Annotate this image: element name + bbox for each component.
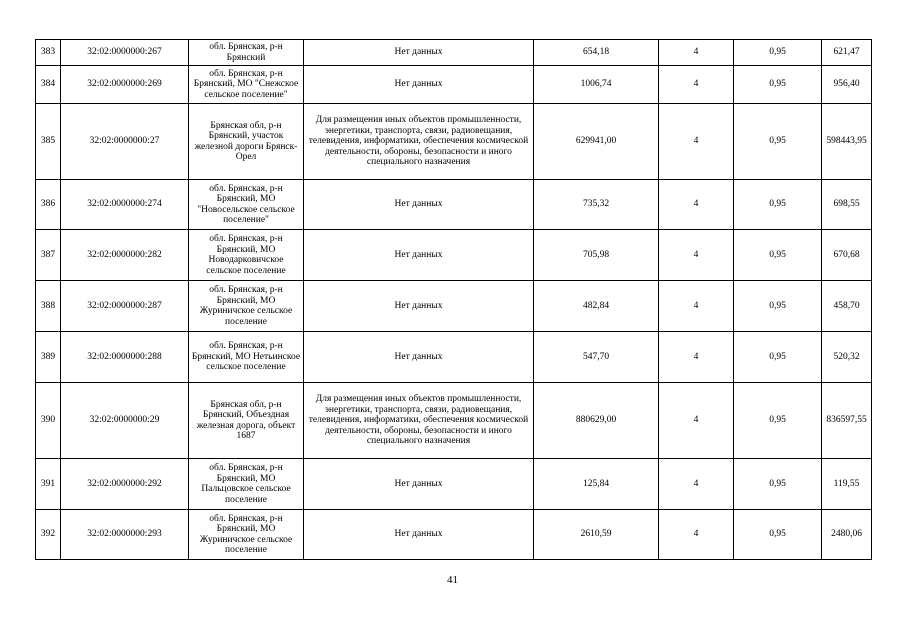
factor-cell: 0,95 <box>734 281 822 332</box>
cadastral-number-cell: 32:02:0000000:293 <box>61 510 189 560</box>
value-cell: 654,18 <box>534 40 659 66</box>
value-cell: 547,70 <box>534 332 659 383</box>
address-cell: обл. Брянская, р-н Брянский, МО Новодарковичское сельское поселение <box>189 230 304 281</box>
table-row <box>36 510 872 560</box>
value-cell: 629941,00 <box>534 104 659 180</box>
purpose-cell: Нет данных <box>304 281 534 332</box>
cadastral-number-cell: 32:02:0000000:288 <box>61 332 189 383</box>
table-row <box>36 66 872 104</box>
table-body <box>36 40 872 560</box>
address-cell: обл. Брянская, р-н Брянский, МО Журиничское сельское поселение <box>189 281 304 332</box>
row-number-cell: 387 <box>36 230 61 281</box>
address-cell: обл. Брянская, р-н Брянский, МО Пальцовское сельское поселение <box>189 459 304 510</box>
factor-cell: 0,95 <box>734 510 822 560</box>
factor-cell: 0,95 <box>734 383 822 459</box>
factor-cell: 0,95 <box>734 104 822 180</box>
purpose-cell: Нет данных <box>304 332 534 383</box>
purpose-cell: Для размещения иных объектов промышленности, энергетики, транспорта, связи, радиовещания, телевидения, информатики, обеспечения космической деятельности, обороны, безопасности и иного специального назначения <box>304 104 534 180</box>
row-number-cell: 388 <box>36 281 61 332</box>
value-cell: 482,84 <box>534 281 659 332</box>
row-number-cell: 391 <box>36 459 61 510</box>
purpose-cell: Нет данных <box>304 459 534 510</box>
purpose-cell: Для размещения иных объектов промышленности, энергетики, транспорта, связи, радиовещания, телевидения, информатики, обеспечения космической деятельности, обороны, безопасности и иного специального назначения <box>304 383 534 459</box>
result-cell: 598443,95 <box>822 104 872 180</box>
purpose-cell: Нет данных <box>304 66 534 104</box>
table-row <box>36 459 872 510</box>
purpose-cell: Нет данных <box>304 180 534 230</box>
coefficient-cell: 4 <box>659 40 734 66</box>
cadastral-number-cell: 32:02:0000000:29 <box>61 383 189 459</box>
result-cell: 119,55 <box>822 459 872 510</box>
row-number-cell: 383 <box>36 40 61 66</box>
result-cell: 458,70 <box>822 281 872 332</box>
result-cell: 836597,55 <box>822 383 872 459</box>
row-number-cell: 392 <box>36 510 61 560</box>
table-row <box>36 40 872 66</box>
table-row <box>36 104 872 180</box>
coefficient-cell: 4 <box>659 281 734 332</box>
coefficient-cell: 4 <box>659 383 734 459</box>
row-number-cell: 390 <box>36 383 61 459</box>
coefficient-cell: 4 <box>659 104 734 180</box>
page-number: 41 <box>447 574 458 586</box>
cadastral-number-cell: 32:02:0000000:282 <box>61 230 189 281</box>
factor-cell: 0,95 <box>734 180 822 230</box>
result-cell: 621,47 <box>822 40 872 66</box>
value-cell: 125,84 <box>534 459 659 510</box>
coefficient-cell: 4 <box>659 332 734 383</box>
cadastral-number-cell: 32:02:0000000:27 <box>61 104 189 180</box>
address-cell: Брянская обл, р-н Брянский, Объездная железная дорога, объект 1687 <box>189 383 304 459</box>
coefficient-cell: 4 <box>659 459 734 510</box>
address-cell: обл. Брянская, р-н Брянский, МО "Новосельское сельское поселение" <box>189 180 304 230</box>
result-cell: 698,55 <box>822 180 872 230</box>
purpose-cell: Нет данных <box>304 40 534 66</box>
row-number-cell: 384 <box>36 66 61 104</box>
purpose-cell: Нет данных <box>304 230 534 281</box>
cadastral-number-cell: 32:02:0000000:267 <box>61 40 189 66</box>
coefficient-cell: 4 <box>659 180 734 230</box>
table-row <box>36 180 872 230</box>
value-cell: 2610,59 <box>534 510 659 560</box>
result-cell: 2480,06 <box>822 510 872 560</box>
coefficient-cell: 4 <box>659 66 734 104</box>
value-cell: 705,98 <box>534 230 659 281</box>
value-cell: 880629,00 <box>534 383 659 459</box>
factor-cell: 0,95 <box>734 230 822 281</box>
address-cell: обл. Брянская, р-н Брянский, МО "Снежское сельское поселение" <box>189 66 304 104</box>
address-cell: обл. Брянская, р-н Брянский <box>189 40 304 66</box>
address-cell: обл. Брянская, р-н Брянский, МО Журиничское сельское поселение <box>189 510 304 560</box>
value-cell: 1006,74 <box>534 66 659 104</box>
purpose-cell: Нет данных <box>304 510 534 560</box>
cadastral-number-cell: 32:02:0000000:274 <box>61 180 189 230</box>
result-cell: 520,32 <box>822 332 872 383</box>
cadastral-number-cell: 32:02:0000000:292 <box>61 459 189 510</box>
factor-cell: 0,95 <box>734 40 822 66</box>
table-row <box>36 230 872 281</box>
row-number-cell: 386 <box>36 180 61 230</box>
cadastral-number-cell: 32:02:0000000:287 <box>61 281 189 332</box>
cadastral-number-cell: 32:02:0000000:269 <box>61 66 189 104</box>
result-cell: 670,68 <box>822 230 872 281</box>
table-row <box>36 332 872 383</box>
address-cell: Брянская обл, р-н Брянский, участок железной дороги Брянск-Орел <box>189 104 304 180</box>
factor-cell: 0,95 <box>734 459 822 510</box>
coefficient-cell: 4 <box>659 510 734 560</box>
value-cell: 735,32 <box>534 180 659 230</box>
row-number-cell: 389 <box>36 332 61 383</box>
factor-cell: 0,95 <box>734 332 822 383</box>
address-cell: обл. Брянская, р-н Брянский, МО Нетьинское сельское поселение <box>189 332 304 383</box>
coefficient-cell: 4 <box>659 230 734 281</box>
table-row <box>36 383 872 459</box>
land-registry-table <box>35 39 872 560</box>
row-number-cell: 385 <box>36 104 61 180</box>
result-cell: 956,40 <box>822 66 872 104</box>
table-row <box>36 281 872 332</box>
factor-cell: 0,95 <box>734 66 822 104</box>
